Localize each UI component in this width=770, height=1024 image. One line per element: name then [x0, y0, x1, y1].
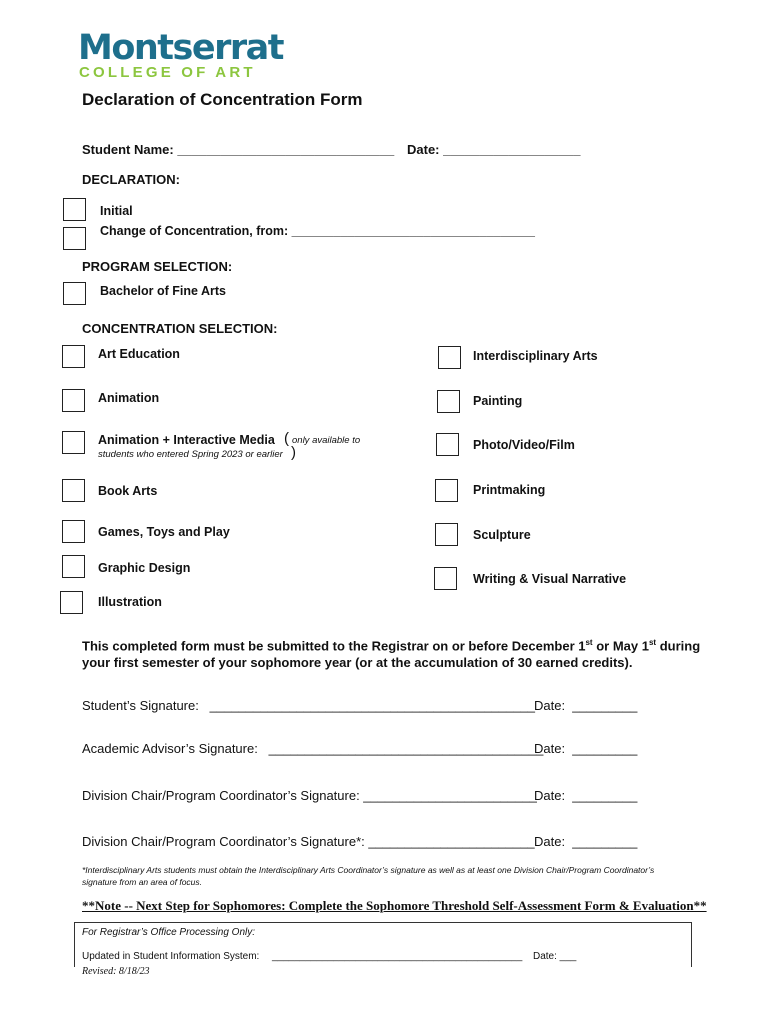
logo-subtitle: COLLEGE OF ART: [79, 64, 256, 81]
checkbox-illustration[interactable]: [60, 591, 83, 614]
label-photo: Photo/Video/Film: [473, 438, 575, 452]
registrar-date[interactable]: Date: ___: [533, 951, 577, 962]
advisor-signature-date[interactable]: Date: _________: [534, 741, 638, 756]
program-heading: PROGRAM SELECTION:: [82, 259, 233, 274]
advisor-signature-field[interactable]: Academic Advisor’s Signature: ______________________________________: [82, 741, 544, 756]
label-games: Games, Toys and Play: [98, 525, 230, 539]
checkbox-animation[interactable]: [62, 389, 85, 412]
label-bfa: Bachelor of Fine Arts: [100, 284, 226, 298]
label-sculpture: Sculpture: [473, 528, 531, 542]
registrar-updated-line[interactable]: _____________________________________________: [272, 951, 523, 962]
page-title: Declaration of Concentration Form: [82, 90, 363, 109]
checkbox-animation-interactive[interactable]: [62, 431, 85, 454]
registrar-heading: For Registrar’s Office Processing Only:: [82, 927, 256, 938]
label-illustration: Illustration: [98, 595, 162, 609]
note-paren-open: (: [284, 430, 289, 447]
chair-signature-date-1[interactable]: Date: _________: [534, 788, 638, 803]
label-change-of-concentration: Change of Concentration, from: ___________________________________: [100, 224, 535, 238]
note-paren-close: ): [291, 444, 296, 461]
label-printmaking: Printmaking: [473, 483, 546, 497]
checkbox-bfa[interactable]: [63, 282, 86, 305]
next-step-note: **Note -- Next Step for Sophomores: Complete the Sophomore Threshold Self-Assessment Form & Evaluation**: [82, 898, 707, 913]
label-initial: Initial: [100, 204, 133, 218]
animation-note-cont: students who entered Spring 2023 or earlier: [98, 449, 283, 460]
label-animation: Animation: [98, 391, 160, 405]
checkbox-printmaking[interactable]: [435, 479, 458, 502]
student-signature-field[interactable]: Student’s Signature: _____________________________________________: [82, 698, 536, 713]
label-animation-interactive: Animation + Interactive Media: [98, 433, 275, 447]
revised-date: Revised: 8/18/23: [82, 966, 150, 977]
submission-line-2: your first semester of your sophomore year (or at the accumulation of 30 earned credits).: [82, 655, 633, 670]
checkbox-writing[interactable]: [434, 567, 457, 590]
checkbox-photo[interactable]: [436, 433, 459, 456]
submission-line-1: This completed form must be submitted to the Registrar on or before December 1st or May 1st during: [82, 638, 701, 654]
checkbox-interdisciplinary[interactable]: [438, 346, 461, 369]
logo-wordmark: Montserrat: [78, 28, 283, 68]
checkbox-book-arts[interactable]: [62, 479, 85, 502]
student-signature-date[interactable]: Date: _________: [534, 698, 638, 713]
label-writing: Writing & Visual Narrative: [473, 572, 627, 586]
checkbox-games[interactable]: [62, 520, 85, 543]
chair-signature-field-2[interactable]: Division Chair/Program Coordinator’s Signature*: _______________________: [82, 834, 535, 849]
animation-note: only available to: [292, 435, 361, 446]
checkbox-initial[interactable]: [63, 198, 86, 221]
label-painting: Painting: [473, 394, 523, 408]
label-graphic-design: Graphic Design: [98, 561, 191, 575]
checkbox-art-education[interactable]: [62, 345, 85, 368]
date-field[interactable]: Date: ___________________: [407, 142, 581, 157]
concentration-heading: CONCENTRATION SELECTION:: [82, 321, 278, 336]
checkbox-graphic-design[interactable]: [62, 555, 85, 578]
checkbox-painting[interactable]: [437, 390, 460, 413]
chair-signature-date-2[interactable]: Date: _________: [534, 834, 638, 849]
interdisciplinary-footnote: *Interdisciplinary Arts students must obtain the Interdisciplinary Arts Coordinator’s signature as well as at least one Division Chair/Program Coordinator’s signature from an area of focus.: [82, 865, 655, 887]
label-art-education: Art Education: [98, 347, 180, 361]
checkbox-change-of-concentration[interactable]: [63, 227, 86, 250]
registrar-updated-label: Updated in Student Information System:: [82, 951, 260, 962]
label-interdisciplinary: Interdisciplinary Arts: [473, 349, 598, 363]
checkbox-sculpture[interactable]: [435, 523, 458, 546]
label-book-arts: Book Arts: [98, 484, 158, 498]
chair-signature-field-1[interactable]: Division Chair/Program Coordinator’s Signature: ________________________: [82, 788, 537, 803]
student-name-field[interactable]: Student Name: ______________________________: [82, 142, 395, 157]
declaration-heading: DECLARATION:: [82, 172, 180, 187]
